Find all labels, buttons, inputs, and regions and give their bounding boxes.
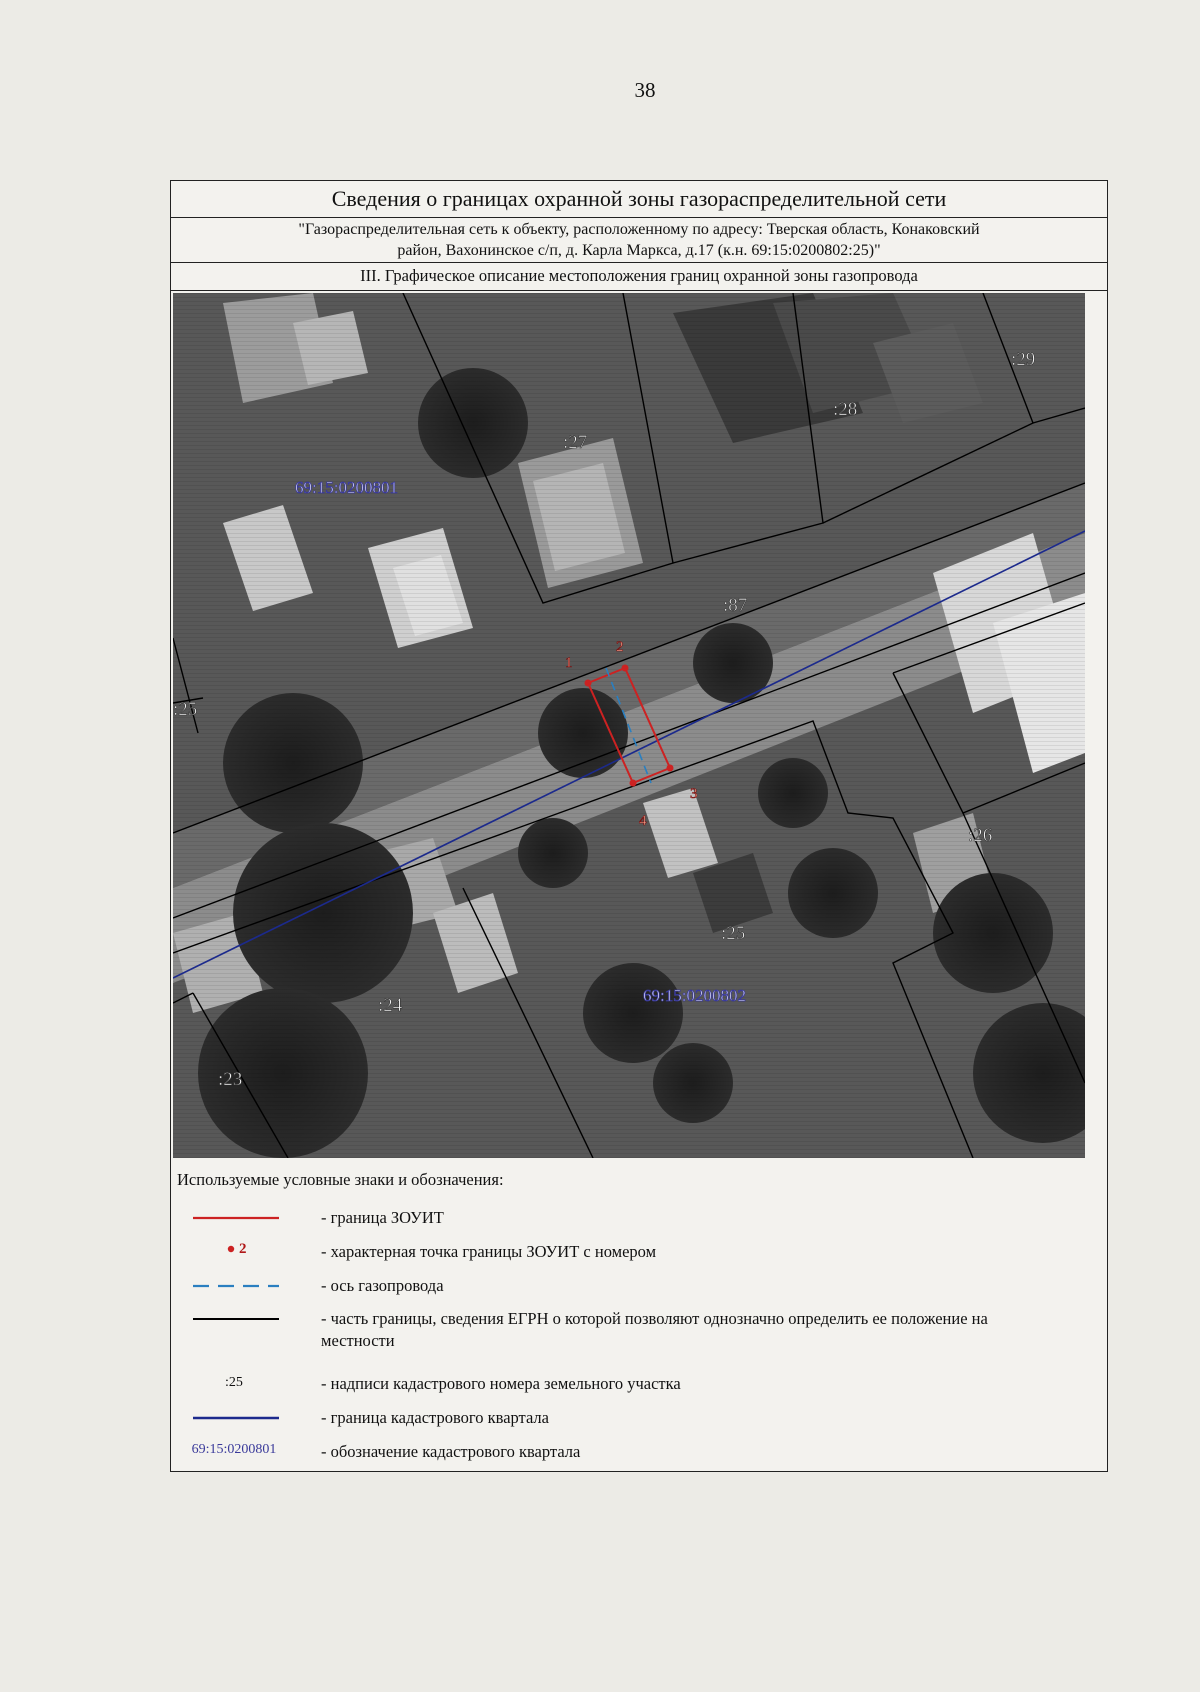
red-point-symbol xyxy=(179,1237,289,1267)
parcel-label-symbol xyxy=(179,1369,289,1399)
section-title: III. Графическое описание местоположения границ охранной зоны газопровода xyxy=(171,263,1107,291)
zouit-point-2 xyxy=(622,665,629,672)
document-frame xyxy=(170,180,1108,1472)
page-number: 38 xyxy=(634,78,656,102)
parcel-label-23: :23 xyxy=(218,1069,243,1090)
parcel-label-26: :26 xyxy=(968,825,993,846)
parcel-label-25: :25 xyxy=(721,923,746,944)
quarter-label-symbol xyxy=(179,1437,289,1467)
blue-dash-symbol xyxy=(179,1271,289,1301)
quarter-label-0200801: 69:15:0200801 xyxy=(295,478,398,497)
document-title: Сведения о границах охранной зоны газораспределительной сети xyxy=(171,181,1107,218)
legend-text-zouit-boundary: - граница ЗОУИТ xyxy=(321,1208,444,1227)
legend-text-quarter-boundary: - граница кадастрового квартала xyxy=(321,1408,549,1427)
satellite-map xyxy=(173,293,1085,1158)
legend-text-pipeline-axis: - ось газопровода xyxy=(321,1276,444,1295)
legend-title: Используемые условные знаки и обозначения: xyxy=(177,1170,504,1189)
red-line-symbol xyxy=(179,1203,289,1233)
parcel-label-sample: :25 xyxy=(225,1375,243,1390)
black-line-symbol xyxy=(179,1305,289,1335)
point-label-1: 1 xyxy=(565,655,573,671)
parcel-label-25-west: :25 xyxy=(173,699,198,720)
map-svg xyxy=(173,293,1085,1158)
navy-line-symbol xyxy=(179,1403,289,1433)
parcel-label-87: :87 xyxy=(723,595,748,616)
zouit-point-3 xyxy=(667,765,674,772)
parcel-label-29: :29 xyxy=(1011,349,1036,370)
quarter-label-sample: 69:15:0200801 xyxy=(191,1442,277,1457)
legend-text-parcel-label: - надписи кадастрового номера земельного участка xyxy=(321,1374,681,1393)
point-label-4: 4 xyxy=(639,813,647,829)
legend-text-egrn-boundary: - часть границы, сведения ЕГРН о которой позволяют однозначно определить ее положение на местности xyxy=(321,1309,988,1350)
object-description-line-2: район, Вахонинское с/п, д. Карла Маркса, д.17 (к.н. 69:15:0200802:25)" xyxy=(397,242,881,259)
legend-text-quarter-label: - обозначение кадастрового квартала xyxy=(321,1442,581,1461)
parcel-label-28: :28 xyxy=(833,399,858,420)
parcel-label-27: :27 xyxy=(563,432,588,453)
object-description xyxy=(171,218,1107,263)
quarter-label-0200802: 69:15:0200802 xyxy=(643,986,746,1005)
parcel-label-24: :24 xyxy=(378,995,403,1016)
zouit-point-1 xyxy=(585,680,592,687)
legend-text-zouit-point: - характерная точка границы ЗОУИТ с номером xyxy=(321,1242,657,1261)
zouit-point-4 xyxy=(630,780,637,787)
red-point-number: 2 xyxy=(239,1241,247,1257)
point-label-2: 2 xyxy=(616,639,624,655)
object-description-line-1: "Газораспределительная сеть к объекту, расположенному по адресу: Тверская область, Конаковский xyxy=(298,221,980,238)
point-label-3: 3 xyxy=(690,786,698,802)
